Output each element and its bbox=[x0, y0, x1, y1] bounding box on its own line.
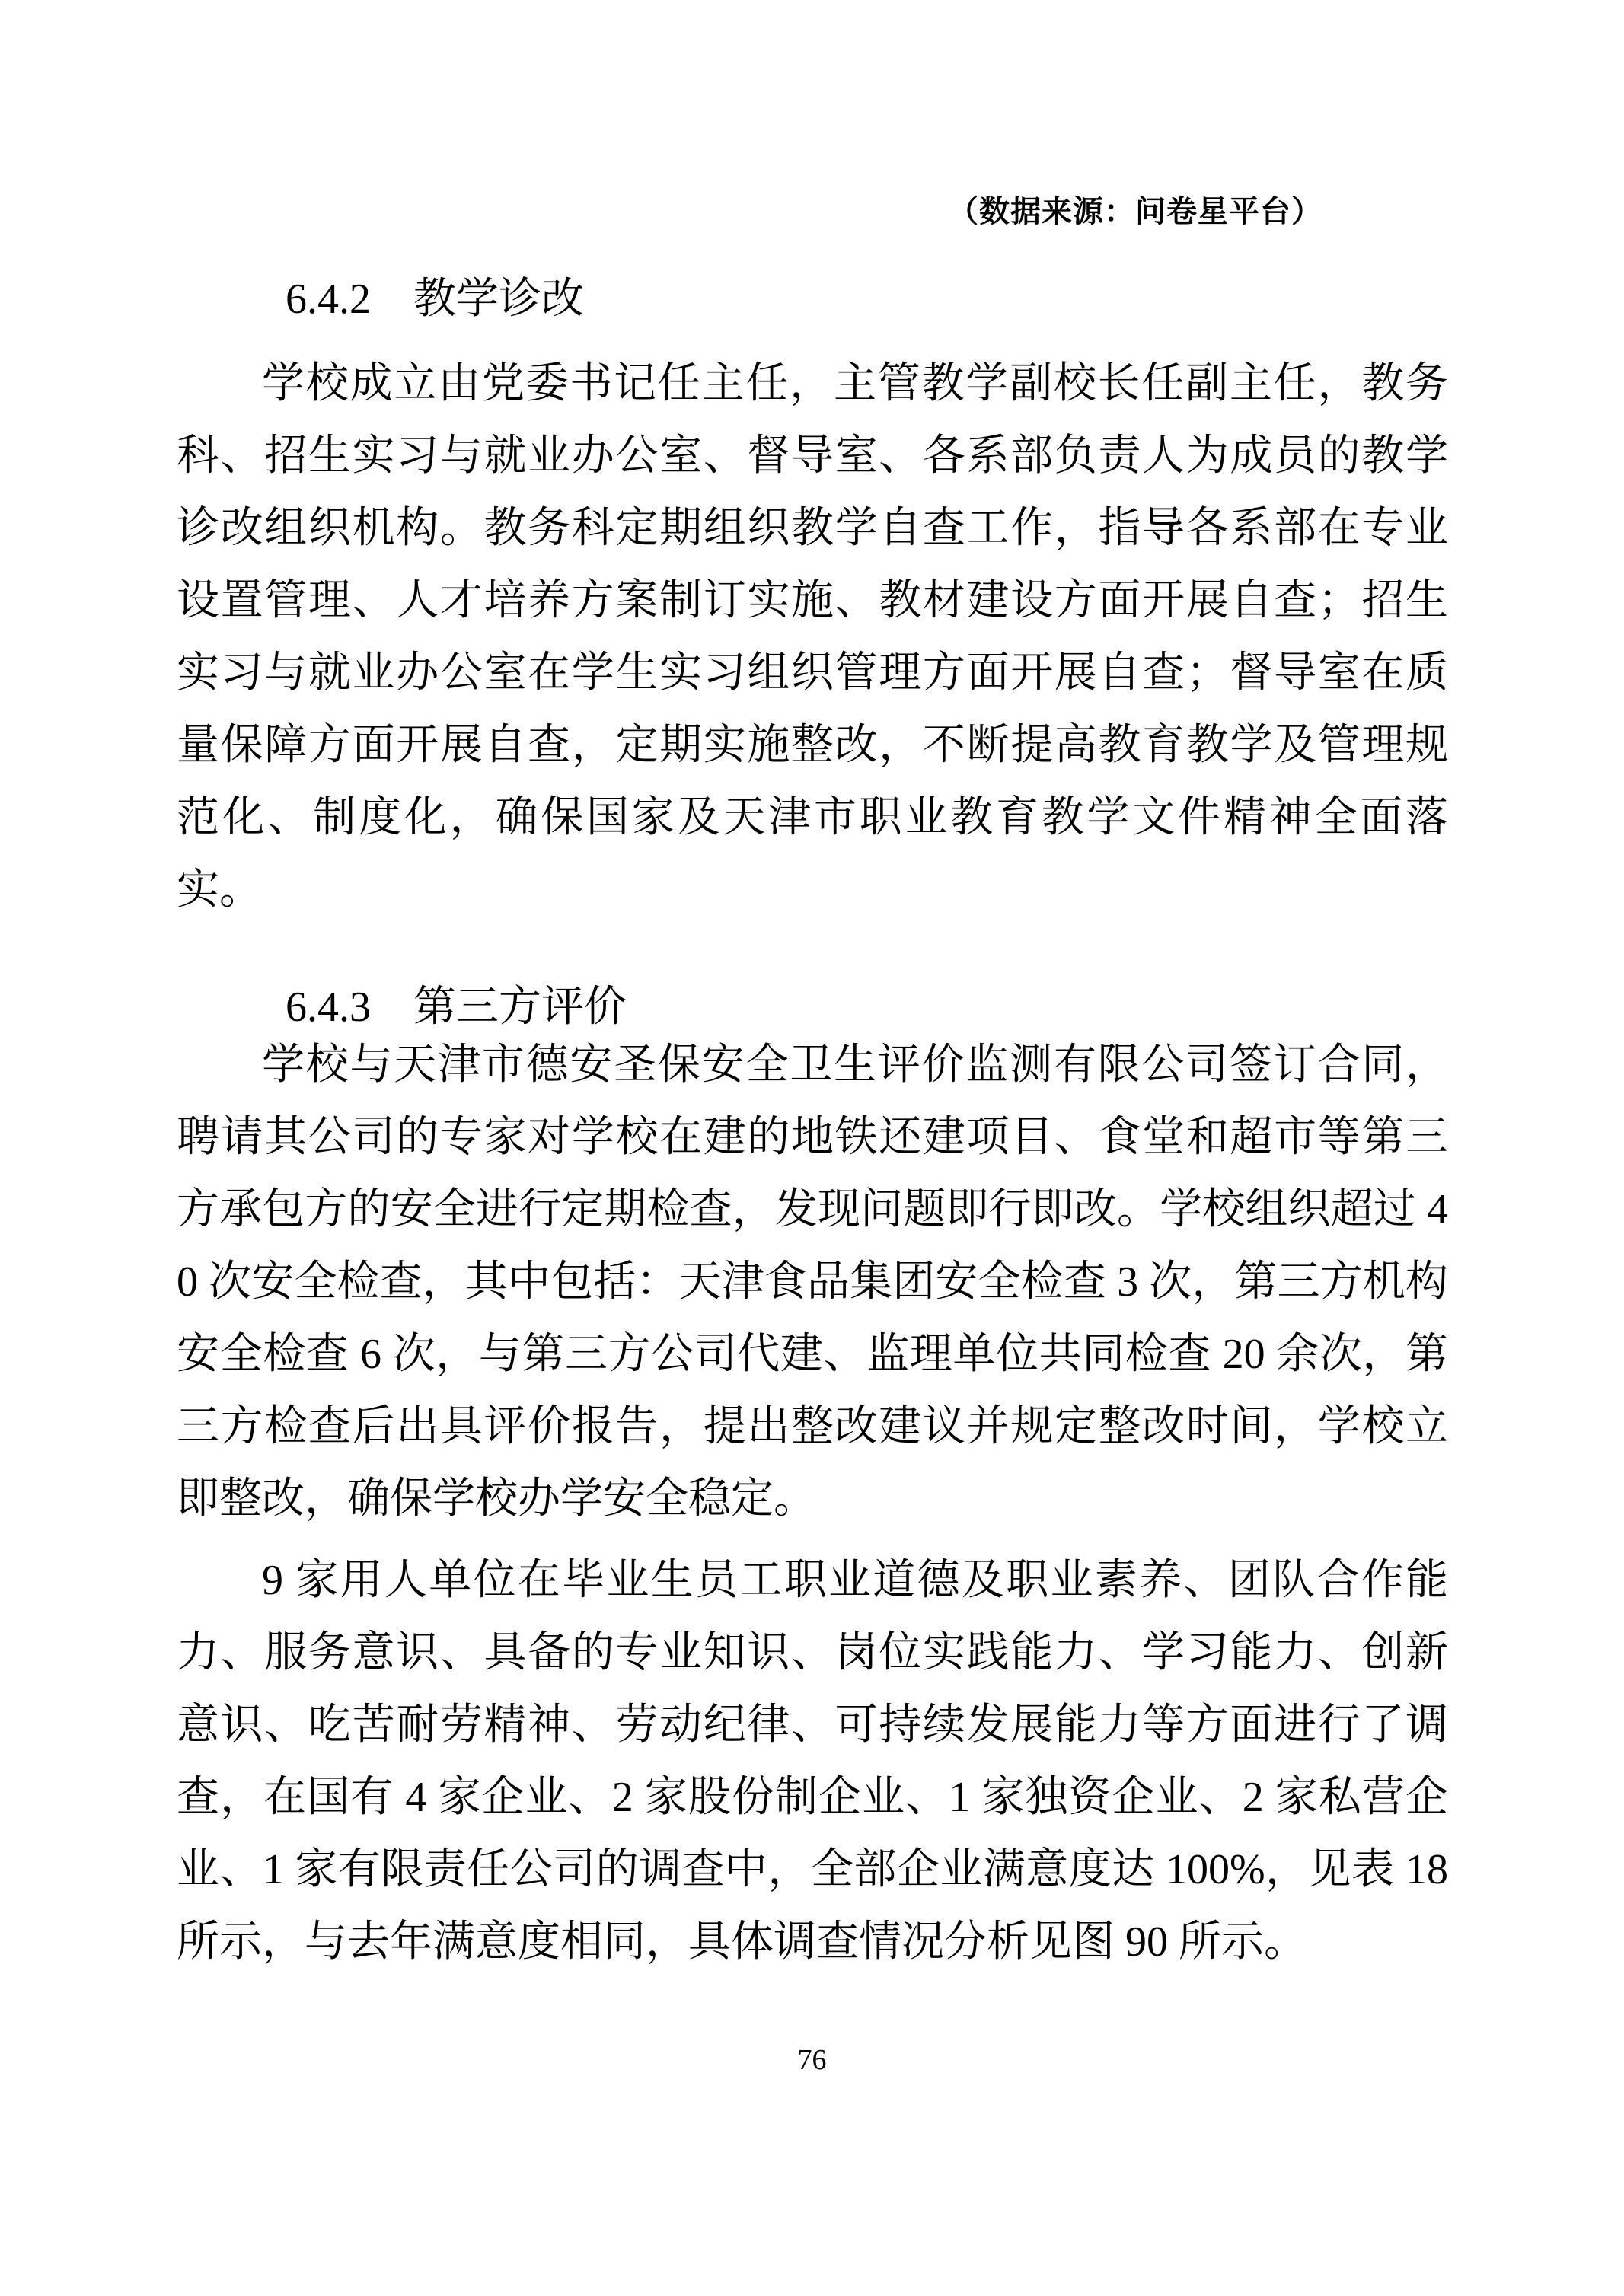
page-number: 76 bbox=[797, 2044, 827, 2076]
paragraph-teaching-diagnosis: 学校成立由党委书记任主任，主管教学副校长任副主任，教务科、招生实习与就业办公室、督导室、各系部负责人为成员的教学诊改组织机构。教务科定期组织教学自查工作，指导各系部在专业设置管理、人才培养方案制订实施、教材建设方面开展自查；招生实习与就业办公室在学生实习组织管理方面开展自查；督导室在质量保障方面开展自查，定期实施整改，不断提高教育教学及管理规范化、制度化，确保国家及天津市职业教育教学文件精神全面落实。 bbox=[177, 360, 1448, 914]
section-title: 教学诊改 bbox=[413, 276, 584, 323]
paragraph-third-party-evaluation: 学校与天津市德安圣保安全卫生评价监测有限公司签订合同，聘请其公司的专家对学校在建的地铁还建项目、食堂和超市等第三方承包方的安全进行定期检查，发现问题即行即改。学校组织超过 40 次安全检查，其中包括：天津食品集团安全检查 3 次，第三方机构安全检查 6 次，与第三方公司代建、监理单位共同检查 20 余次，第三方检查后出具评价报告，提出整改建议并规定整改时间，学校立即整改，确保学校办学安全稳定。 bbox=[177, 1041, 1448, 1523]
section-heading-642 bbox=[286, 265, 584, 326]
section-number: 6.4.2 bbox=[286, 276, 371, 323]
section-number: 6.4.3 bbox=[286, 984, 371, 1031]
section-title: 第三方评价 bbox=[413, 984, 627, 1031]
section-heading-643 bbox=[286, 973, 627, 1034]
paragraph-employer-survey: 9 家用人单位在毕业生员工职业道德及职业素养、团队合作能力、服务意识、具备的专业知识、岗位实践能力、学习能力、创新意识、吃苦耐劳精神、劳动纪律、可持续发展能力等方面进行了调查，在国有 4 家企业、2 家股份制企业、1 家独资企业、2 家私营企业、1 家有限责任公司的调查中，全部企业满意度达 100%，见表 18 所示，与去年满意度相同，具体调查情况分析见图 90 所示。 bbox=[177, 1557, 1448, 1966]
data-source-note: （数据来源：问卷星平台） bbox=[948, 195, 1322, 228]
